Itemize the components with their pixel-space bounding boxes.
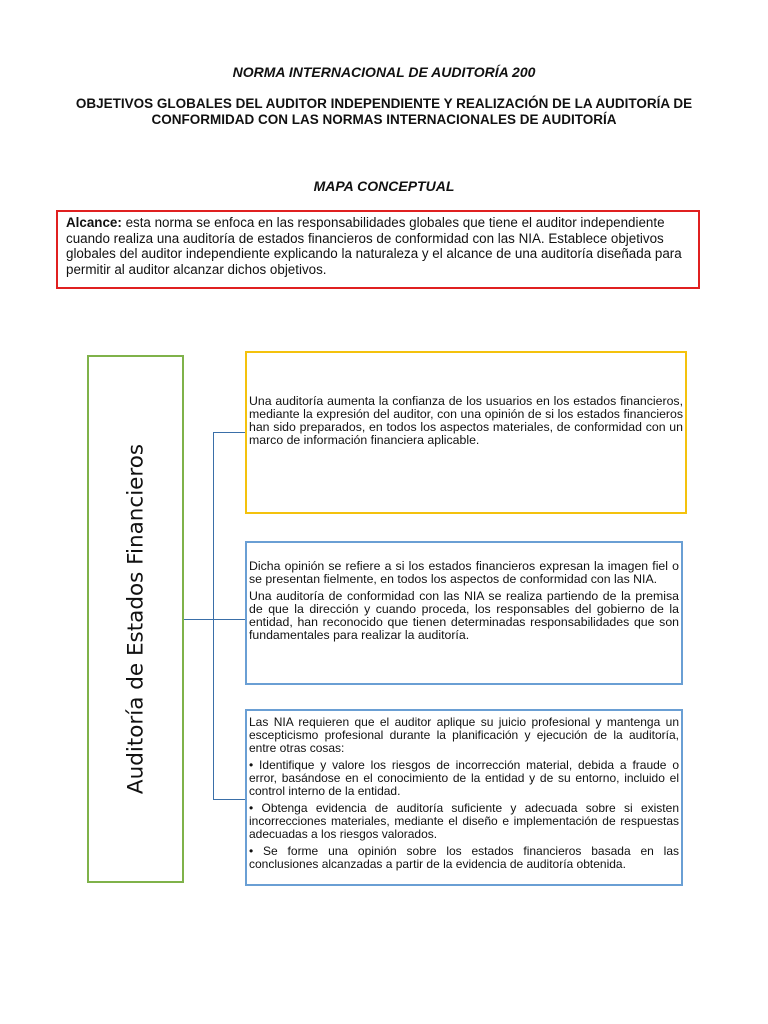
- concept-box-2-paragraph-1: Dicha opinión se refiere a si los estados financieros expresan la imagen fiel o se presentan fielmente, en todos los aspectos de conformidad con las NIA.: [249, 559, 679, 586]
- concept-box-confidence: [245, 351, 687, 514]
- concept-box-requirements: [245, 709, 683, 886]
- concept-box-3-bullet-2: • Obtenga evidencia de auditoría suficiente y adecuada sobre si existen incorrecciones materiales, mediante el diseño e implementación de respuestas adecuadas a los riesgos valorados.: [249, 801, 679, 841]
- map-title: MAPA CONCEPTUAL: [313, 178, 455, 194]
- connector-branch-2: [213, 619, 245, 620]
- concept-box-2-paragraph-2: Una auditoría de conformidad con las NIA se realiza partiendo de la premisa de que la dirección y cuando proceda, los responsables del gobierno de la entidad, han reconocido que tienen determinadas responsabilidades que son fundamentales para realizar la auditoría.: [249, 589, 679, 642]
- concept-root-box: [87, 355, 184, 883]
- concept-root-label: Auditoría de Estados Financieros: [123, 443, 148, 795]
- document-title: NORMA INTERNACIONAL DE AUDITORÍA 200: [232, 64, 536, 80]
- concept-box-3-bullet-3: • Se forme una opinión sobre los estados financieros basada en las conclusiones alcanzadas a partir de la evidencia de auditoría obtenida.: [249, 844, 679, 871]
- connector-trunk: [213, 432, 214, 799]
- scope-text: esta norma se enfoca en las responsabilidades globales que tiene el auditor independiente cuando realiza una auditoría de estados financieros de conformidad con las NIA. Establece objetivos globales del auditor independiente explicando la naturaleza y el alcance de una auditoría diseñada para permitir al auditor alcanzar dichos objetivos.: [66, 215, 682, 277]
- subtitle-line-2: CONFORMIDAD CON LAS NORMAS INTERNACIONALES DE AUDITORÍA: [151, 112, 617, 127]
- concept-box-3-bullet-1: • Identifique y valore los riesgos de incorrección material, debida a fraude o error, basándose en el conocimiento de la entidad y de su entorno, incluido el control interno de la entidad.: [249, 758, 679, 798]
- subtitle-line-1: OBJETIVOS GLOBALES DEL AUDITOR INDEPENDIENTE Y REALIZACIÓN DE LA AUDITORÍA DE: [75, 96, 693, 111]
- concept-box-opinion: [245, 541, 683, 685]
- scope-label: Alcance:: [66, 215, 122, 230]
- connector-branch-1: [213, 432, 245, 433]
- connector-root: [184, 619, 214, 620]
- scope-box: [56, 210, 700, 289]
- concept-box-1-text: Una auditoría aumenta la confianza de los usuarios en los estados financieros, mediante la expresión del auditor, con una opinión de si los estados financieros han sido preparados, en todos los aspectos materiales, de conformidad con un marco de información financiera aplicable.: [249, 394, 683, 447]
- concept-box-3-intro: Las NIA requieren que el auditor aplique su juicio profesional y mantenga un escepticismo profesional durante la planificación y ejecución de la auditoría, entre otras cosas:: [249, 715, 679, 755]
- connector-branch-3: [213, 799, 245, 800]
